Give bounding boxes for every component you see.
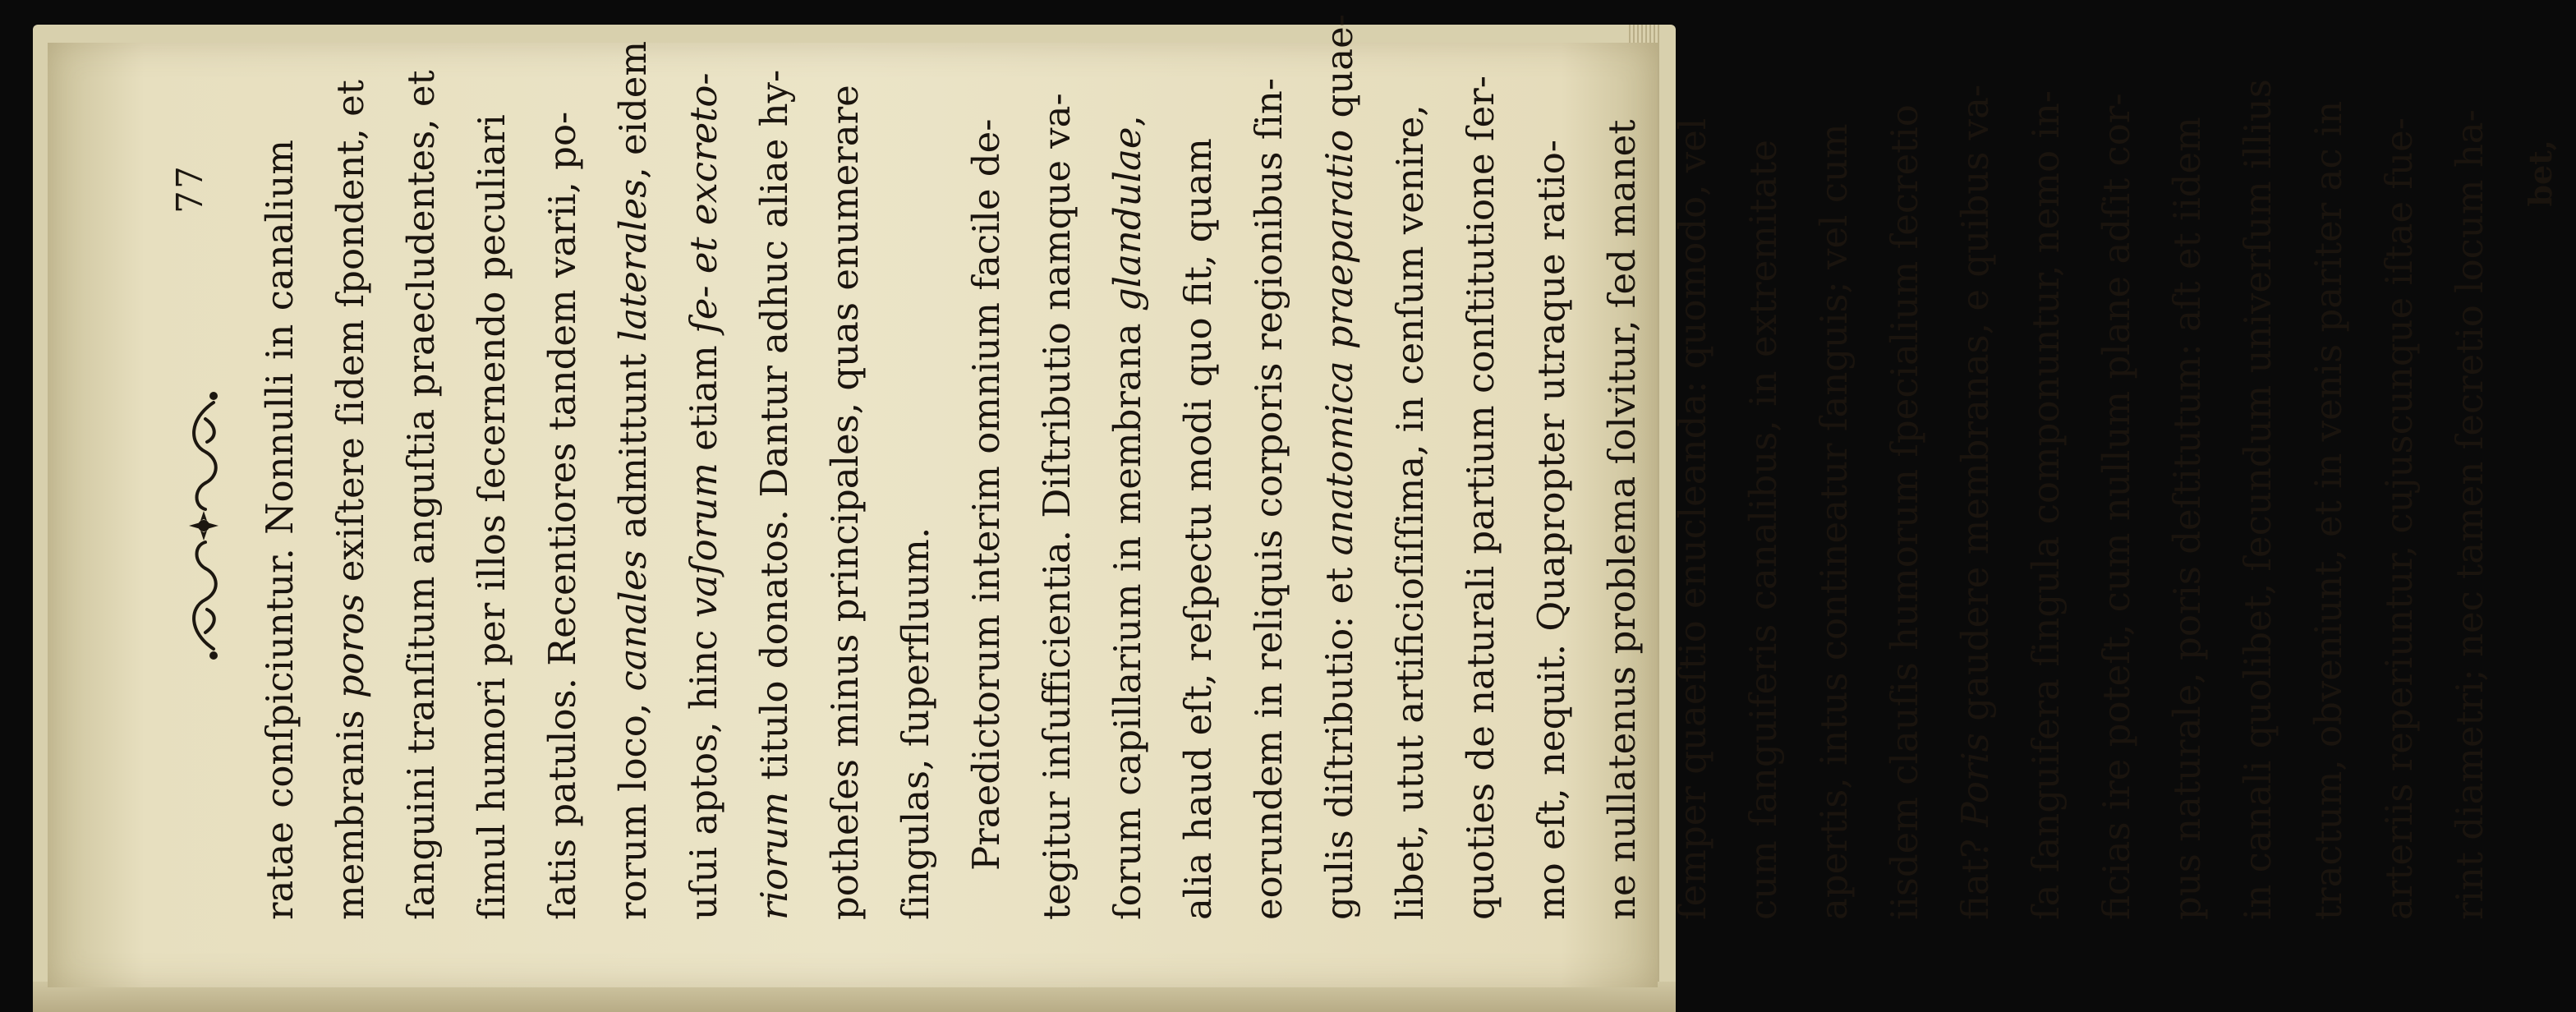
text-line: ſemper quaeſtio enucleanda: quomodo, vel (1671, 117, 1714, 920)
catchword: bet, (2522, 140, 2559, 207)
text-line: Praedictorum interim omnium facile de- (964, 118, 1008, 871)
page-number: 77 (169, 164, 211, 214)
text-line: cum ſanguiferis canalibus, in extremitate (1741, 140, 1785, 920)
text-line: potheſes minus principales, quas enumerare (823, 85, 867, 920)
text-line: ſanguini tranſitum anguſtia praecludentes, et (399, 70, 443, 920)
text-line: ne nullatenus problema ſolvitur, ſed manet (1600, 119, 1644, 920)
text-line: ſatis patulos. Recentiores tandem varii, po- (540, 111, 584, 920)
ornament-vignette-icon (181, 386, 227, 665)
rotated-page-content (164, 69, 2559, 920)
text-line: riorum titulo donatos. Dantur adhuc aliae hy- (752, 69, 796, 920)
text-line: uſui aptos, hinc vaſorum etiam ſe- et excreto- (682, 72, 725, 920)
text-line: iisdem clauſis humorum ſpecialium ſecretio (1883, 104, 1926, 920)
text-line: ſimul humori per illos ſecernendo peculiari (470, 114, 513, 920)
text-line: in canali quolibet, ſecundum univerſum illius (2236, 79, 2279, 920)
text-line: gulis diſtributio: et anatomica praeparatio (1318, 129, 1361, 920)
text-line: libet, utut artificioſiſſima, in cenſum venire, (1388, 104, 1432, 920)
text-line: ficias ire poteſt, cum nullum plane adſit cor- (2095, 93, 2138, 920)
text-line: ſa ſanguifera ſingula componuntur, nemo in- (2024, 90, 2068, 920)
text-line: pus naturale, poris deſtitutum: aſt et iidem (2165, 117, 2209, 920)
body-text (245, 69, 2576, 920)
text-line: ratae conſpiciuntur. Nonnulli in canalium (258, 140, 301, 920)
page-header (164, 140, 238, 920)
text-line: ſorum capillarium in membrana glandulae (1106, 126, 1149, 920)
text-line: tegitur inſufficientia. Diſtributio namque va- (1035, 93, 1079, 920)
text-line: rorum loco, canales admittunt laterales (611, 178, 655, 920)
text-line: tractum, obveniunt, et in venis pariter ac in (2307, 100, 2350, 920)
text-line: fiat? Poris gaudere membranas, e quibus va- (1953, 84, 1997, 920)
text-line: membranis poros exiſtere ſidem ſpondent, et (329, 80, 372, 920)
text-line: ſingulas, ſuperfluum. (894, 527, 937, 920)
text-line: eorundem in reliquis corporis regionibus ſin- (1247, 77, 1290, 920)
text-line: rint diametri; nec tamen ſecretio locum ha- (2448, 109, 2491, 920)
text-line: mo eſt, nequit. Quapropter utraque ratio- (1530, 140, 1573, 920)
text-line: alia haud eſt, reſpectu modi quo fit, quam (1176, 138, 1220, 920)
text-line: apertis, intus contineatur ſanguis; vel cum (1812, 123, 1856, 920)
text-line: arteriis reperiuntur, cujuscunque iſtae fue- (2377, 117, 2421, 920)
text-line: quoties de naturali partium conſtitutione ſer- (1459, 76, 1502, 920)
